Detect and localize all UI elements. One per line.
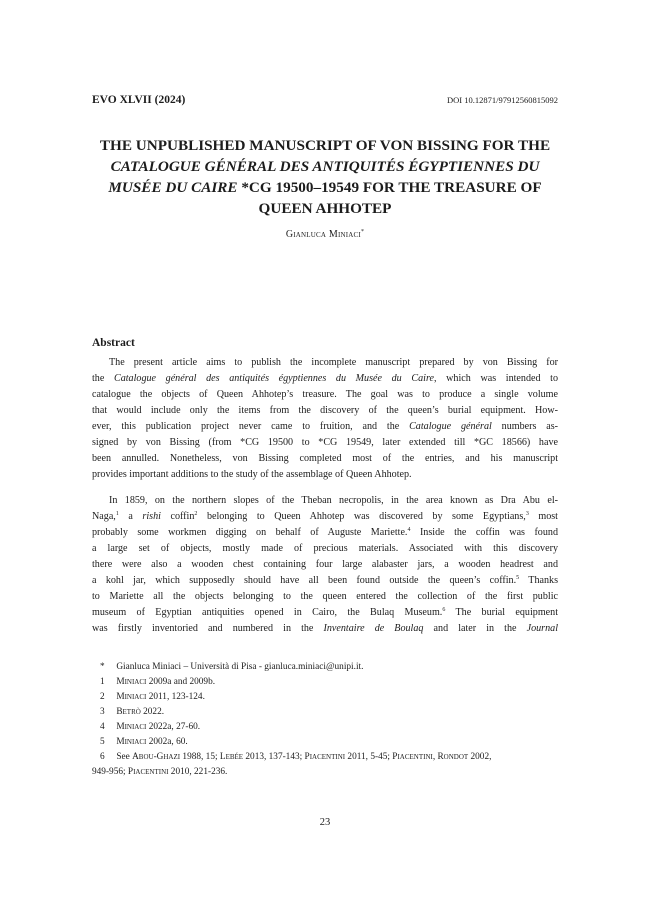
journal-header: EVO XLVII (2024) [92,94,186,106]
text-line: The present article aims to publish the incomplete manuscript prepared by von Bissing for [109,357,558,368]
title-line: QUEEN AHHOTEP [258,200,392,217]
abstract-heading: Abstract [92,337,135,349]
text-line: the Catalogue général des antiquités égyptiennes du Musée du Caire, which was intended to [92,373,559,384]
text-line: museum of Egyptian antiquities opened in Cairo, the Bulaq Museum.$^6$ The burial equipment [92,607,559,618]
text-line: a large set of objects, mostly made of precious materials. Associated with this discovery [92,543,558,554]
footnotes [92,660,558,780]
text-line: probably some workmen digging on behalf of Auguste Mariette.$^4$ Inside the coffin was found [92,527,558,538]
text-line: there were also a wooden chest containing four large alabaster jars, a wooden headrest and [92,559,558,570]
text-line: Naga,$^1$ a rishi coffin$^2$ belonging to Queen Ahhotep was discovered by some Egyptians,$^3$ most [92,511,558,522]
title-line: MUSÉE DU CAIRE *CG 19500–19549 FOR THE TREASURE OF [108,179,542,196]
text-line: ever, this publication project never came to fruition, and the Catalogue général numbers as- [92,421,559,432]
footnote-ref: 2 [194,511,198,517]
footnote: 4 Miniaci 2022a, 27-60. [100,722,201,732]
page-number: 23 [319,817,331,828]
text-line: that would include only the items from the discovery of the queen’s burial equipment. How- [92,405,558,416]
text-line: been annulled. Nonetheless, von Bissing completed most of the entries, and his manuscript [92,453,558,464]
footnote: 1 Miniaci 2009a and 2009b. [100,677,216,687]
footnote: 5 Miniaci 2002a, 60. [100,737,188,747]
footnote: * Gianluca Miniaci – Università di Pisa - gianluca.miniaci@unipi.it. [100,662,364,672]
footnote-ref: 3 [525,511,529,517]
text-line: was firstly inventoried and numbered in the Inventaire de Boulaq and later in the Journal [92,623,558,634]
footnote: 6 See Abou-Ghazi 1988, 15; Lebée 2013, 137-143; Piacentini 2011, 5-45; Piacentini, Rondot 2002, [100,752,492,762]
doi-header: DOI 10.12871/97912560815092 [447,95,558,105]
author-name: Gianluca Miniaci* [285,229,365,240]
footnote-ref: 4 [407,527,411,533]
text-line: a kohl jar, which supposedly should have all been found outside the queen’s coffin.$^5$ Thanks [92,575,558,586]
text-line: catalogue the objects of Queen Ahhotep’s treasure. The goal was to produce a single volume [92,389,558,400]
footnote: 3 Betrò 2022. [100,707,165,717]
text-line: In 1859, on the northern slopes of the Theban necropolis, in the area known as Dra Abu el- [109,495,558,506]
footnote: 2 Miniaci 2011, 123-124. [100,692,205,702]
footnote-continuation: 949-956; Piacentini 2010, 221-236. [92,767,228,777]
text-line: provides important additions to the study of the assemblage of Queen Ahhotep. [92,469,412,480]
abstract-text [92,355,558,483]
title-line: CATALOGUE GÉNÉRAL DES ANTIQUITÉS ÉGYPTIENNES DU [110,158,540,175]
article-title [92,135,558,219]
text-line: to Mariette all the objects belonging to the queen entered the collection of the first public [92,591,558,602]
text-line: signed by von Bissing (from *CG 19500 to *CG 19549, later extended till *GC 18566) have [92,437,558,448]
title-line: THE UNPUBLISHED MANUSCRIPT OF VON BISSING FOR THE [99,137,551,154]
footnote-ref: 6 [442,607,446,613]
body-text [92,493,558,637]
footnote-ref: 1 [115,511,119,517]
footnote-ref: 5 [516,575,520,581]
